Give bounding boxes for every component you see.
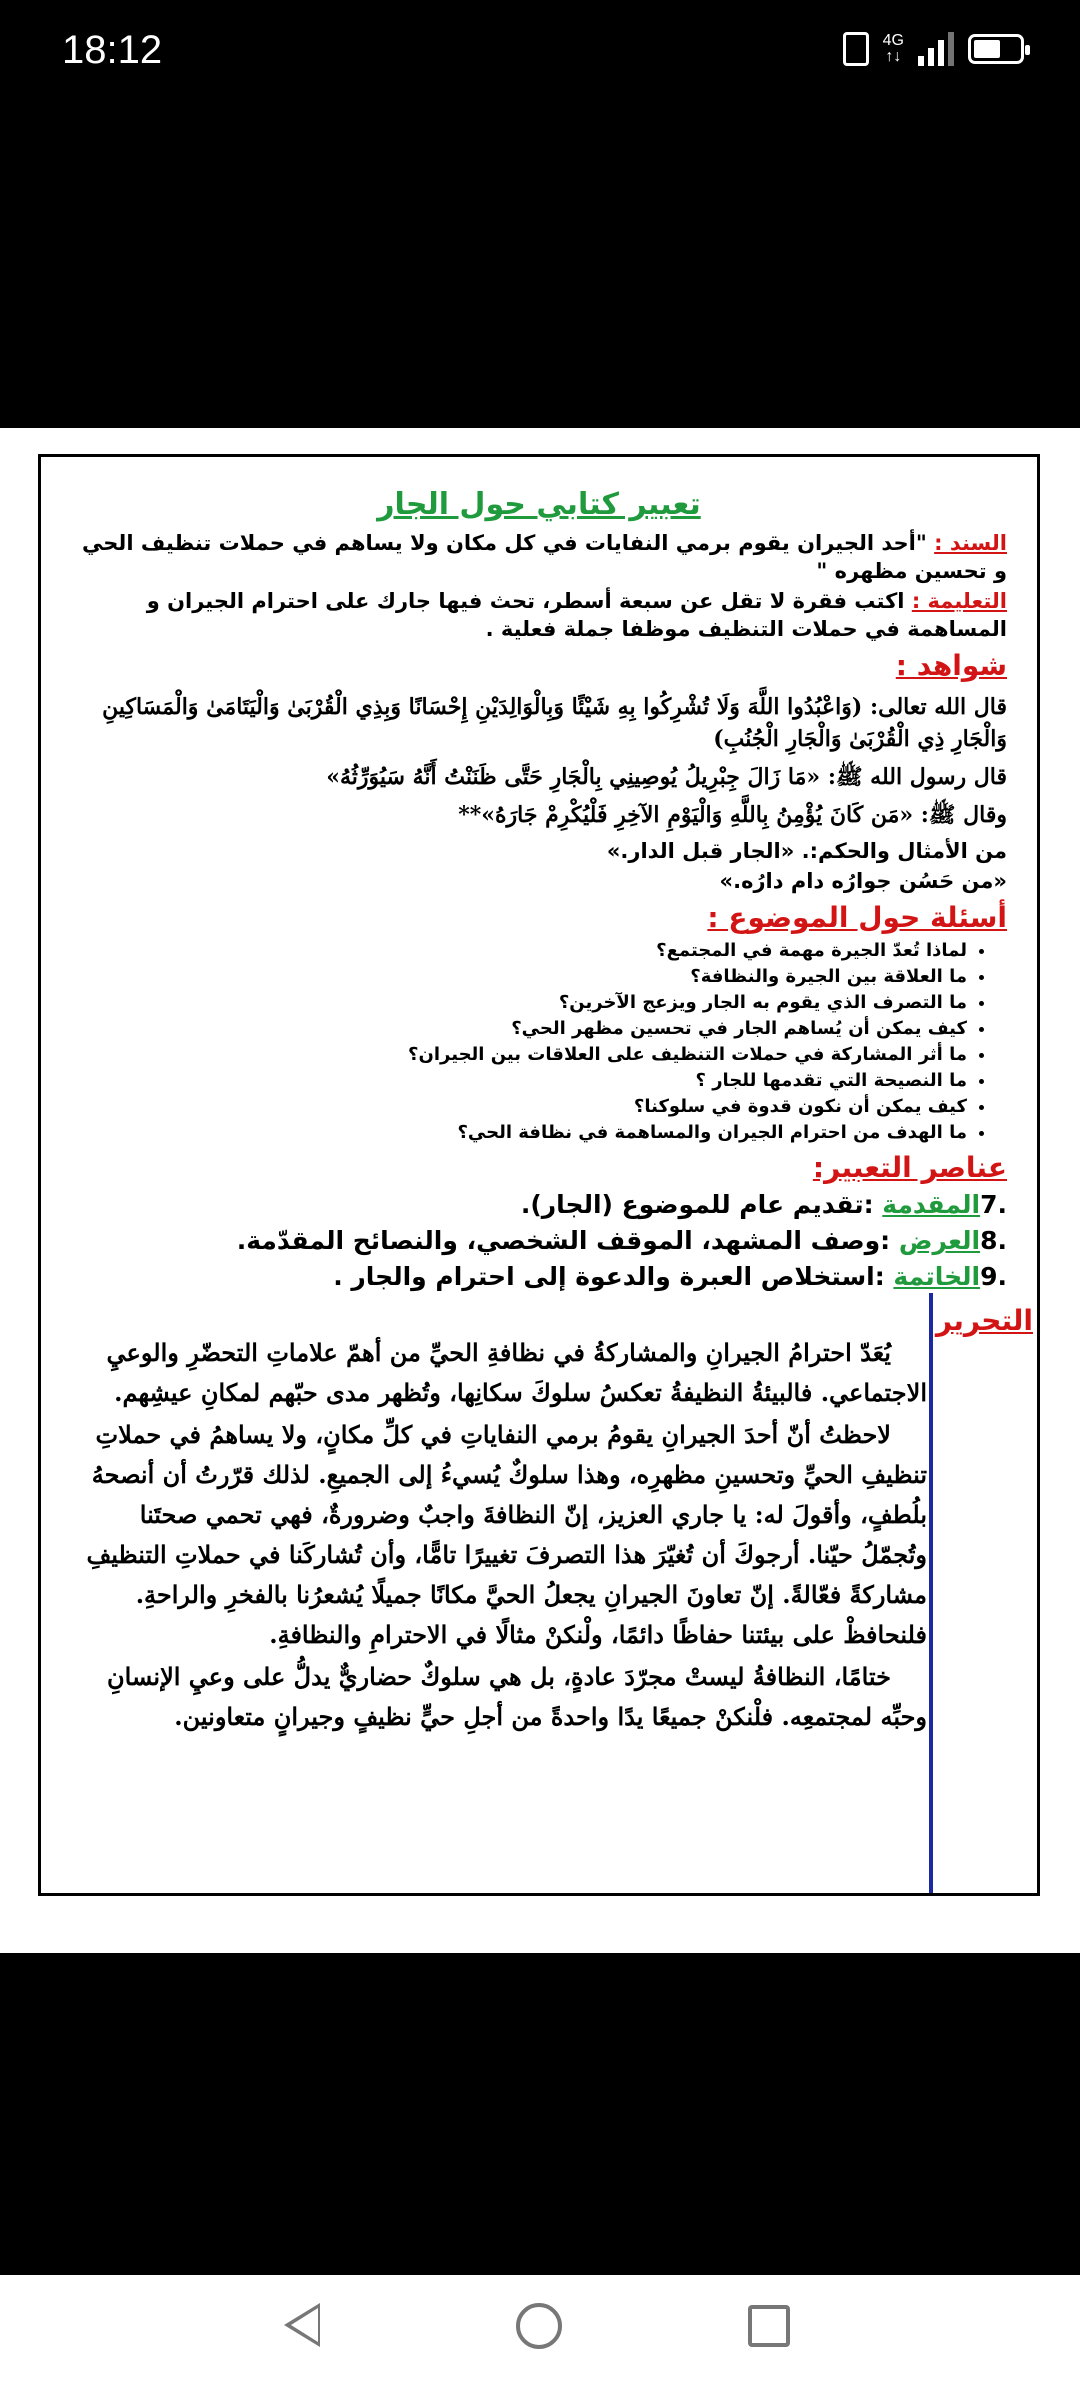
signal-icon [918, 32, 954, 66]
status-time: 18:12 [62, 28, 163, 72]
essay-paragraph: ختامًا، النظافةُ ليستْ مجرّدَ عادةٍ، بل هي سلوكٌ حضاريٌّ يدلُّ على وعيِ الإنسانِ وحبِّه لمجتمعِه. فلْنكنْ جميعًا يدًا واحدةً من أجلِ حيٍّ نظيفٍ وجيرانٍ متعاونين. [107, 1662, 927, 1731]
list-item: • ما التصرف الذي يقوم به الجار ويزعج الآخرين؟ [71, 991, 967, 1015]
instruction-text: اكتب فقرة لا تقل عن سبعة أسطر، تحث فيها جارك على احترام الجيران و المساهمة في حملات التنظيف موظفا جملة فعلية . [146, 589, 1007, 641]
status-icons [843, 32, 1024, 66]
status-bar [0, 0, 1080, 110]
battery-icon [968, 34, 1024, 64]
elements-heading: عناصر التعبير: [812, 1151, 1007, 1184]
sanad-text: "أحد الجيران يقوم برمي النفايات في كل مكان ولا يساهم في حملات تنظيف الحي و تحسين مظهره " [82, 531, 1007, 583]
back-icon[interactable] [284, 2303, 320, 2347]
proverbs-intro: من الأمثال والحكم:. «الجار قبل الدار.» [606, 839, 1007, 863]
quran-quote: قال الله تعالى: (وَاعْبُدُوا اللَّهَ وَلَا تُشْرِكُوا بِهِ شَيْئًا وَبِالْوَالِدَيْنِ إِحْسَانًا وَبِذِي الْقُرْبَىٰ وَالْيَتَامَىٰ وَالْمَسَاكِينِ وَالْجَارِ ذِي الْقُرْبَىٰ وَالْجَارِ الْجُنُبِ) [102, 694, 1007, 752]
proverb-2: «من حَسُن جوارُه دام دارُه.» [719, 869, 1007, 893]
network-type-icon: 4G ↑↓ [882, 32, 904, 65]
margin-line [929, 1293, 933, 1893]
document-content [41, 457, 1037, 1739]
essay-paragraph: يُعَدّ احترامُ الجيرانِ والمشاركةُ في نظافةِ الحيِّ من أهمّ علاماتِ التحضّرِ والوعيِ الاجتماعي. فالبيئةُ النظيفةُ تعكسُ سلوكَ سكانِها، وتُظهر مدى حبّهم لمكانِ عيشِهم. [106, 1338, 927, 1407]
questions-list [71, 939, 1007, 1145]
essay-section [71, 1301, 1033, 1737]
vibrate-icon [843, 32, 869, 66]
questions-heading: أسئلة حول الموضوع : [707, 901, 1007, 934]
sanad-block [71, 529, 1007, 585]
instruction-block [71, 587, 1007, 643]
home-icon[interactable] [516, 2303, 562, 2349]
element-conclusion: 9.الخاتمة :استخلاص العبرة والدعوة إلى احترام والجار . [333, 1262, 1007, 1291]
document-image[interactable] [0, 428, 1080, 1953]
list-item: • ما النصيحة التي تقدمها للجار ؟ [71, 1069, 967, 1093]
sanad-label: السند : [934, 531, 1007, 555]
list-item: • ما العلاقة بين الجيرة والنظافة؟ [71, 965, 967, 989]
hadith-quote-1: قال رسول الله ﷺ: «مَا زَالَ جِبْرِيلُ يُوصِينِي بِالْجَارِ حَتَّى ظَنَنْتُ أَنَّهُ سَيُوَرِّثُهُ» [326, 764, 1007, 790]
instruction-label: التعليمة : [911, 589, 1007, 613]
document-frame [38, 454, 1040, 1896]
essay-paragraph: لاحظتُ أنّ أحدَ الجيرانِ يقومُ برمي النفاياتِ في كلِّ مكانٍ، ولا يساهمُ في حملاتِ تنظيفِ الحيِّ وتحسينِ مظهرِه، وهذا سلوكٌ يُسيءُ إلى الجميعِ. لذلك قرّرتُ أن أنصحهُ بلُطفٍ، وأقولَ له: يا جاري العزيز، إنّ النظافةَ واجبٌ وضرورةٌ، فهي تحمي صحتَنا وتُجمّلُ حيّنا. أرجوكَ أن تُغيّرَ هذا التصرفَ تغييرًا تامًّا، وأن تُشاركَنا في حملاتِ التنظيفِ مشاركةً فعّالةً. إنّ تعاونَ الجيرانِ يجعلُ الحيَّ مكانًا جميلًا يُشعرُنا بالفخرِ والراحةِ. فلنحافظْ على بيئتنا حفاظًا دائمًا، ولْنكنْ مثالًا في الاحترامِ والنظافةِ. [86, 1420, 927, 1649]
evidence-heading: شواهد : [895, 649, 1007, 682]
list-item: • ما الهدف من احترام الجيران والمساهمة في نظافة الحي؟ [71, 1121, 967, 1145]
hadith-quote-2: وقال ﷺ: «مَن كَانَ يُؤْمِنُ بِاللَّهِ وَالْيَوْمِ الآخِرِ فَلْيُكْرِمْ جَارَهُ»** [458, 802, 1007, 828]
document-title: تعبير كتابي حول الجار [377, 487, 701, 522]
element-body: 8.العرض :وصف المشهد، الموقف الشخصي، والنصائح المقدّمة. [236, 1226, 1007, 1255]
essay-heading: التحرير [935, 1304, 1033, 1337]
essay-body [71, 1333, 1007, 1737]
element-intro: 7.المقدمة :تقديم عام للموضوع (الجار). [520, 1190, 1007, 1219]
list-item: • ما أثر المشاركة في حملات التنظيف على العلاقات بين الجيران؟ [71, 1043, 967, 1067]
list-item: • لماذا تُعدّ الجيرة مهمة في المجتمع؟ [71, 939, 967, 963]
navigation-bar [0, 2275, 1080, 2388]
list-item: • كيف يمكن أن نكون قدوة في سلوكنا؟ [71, 1095, 967, 1119]
recents-icon[interactable] [748, 2305, 790, 2347]
list-item: • كيف يمكن أن يُساهم الجار في تحسين مظهر الحي؟ [71, 1017, 967, 1041]
